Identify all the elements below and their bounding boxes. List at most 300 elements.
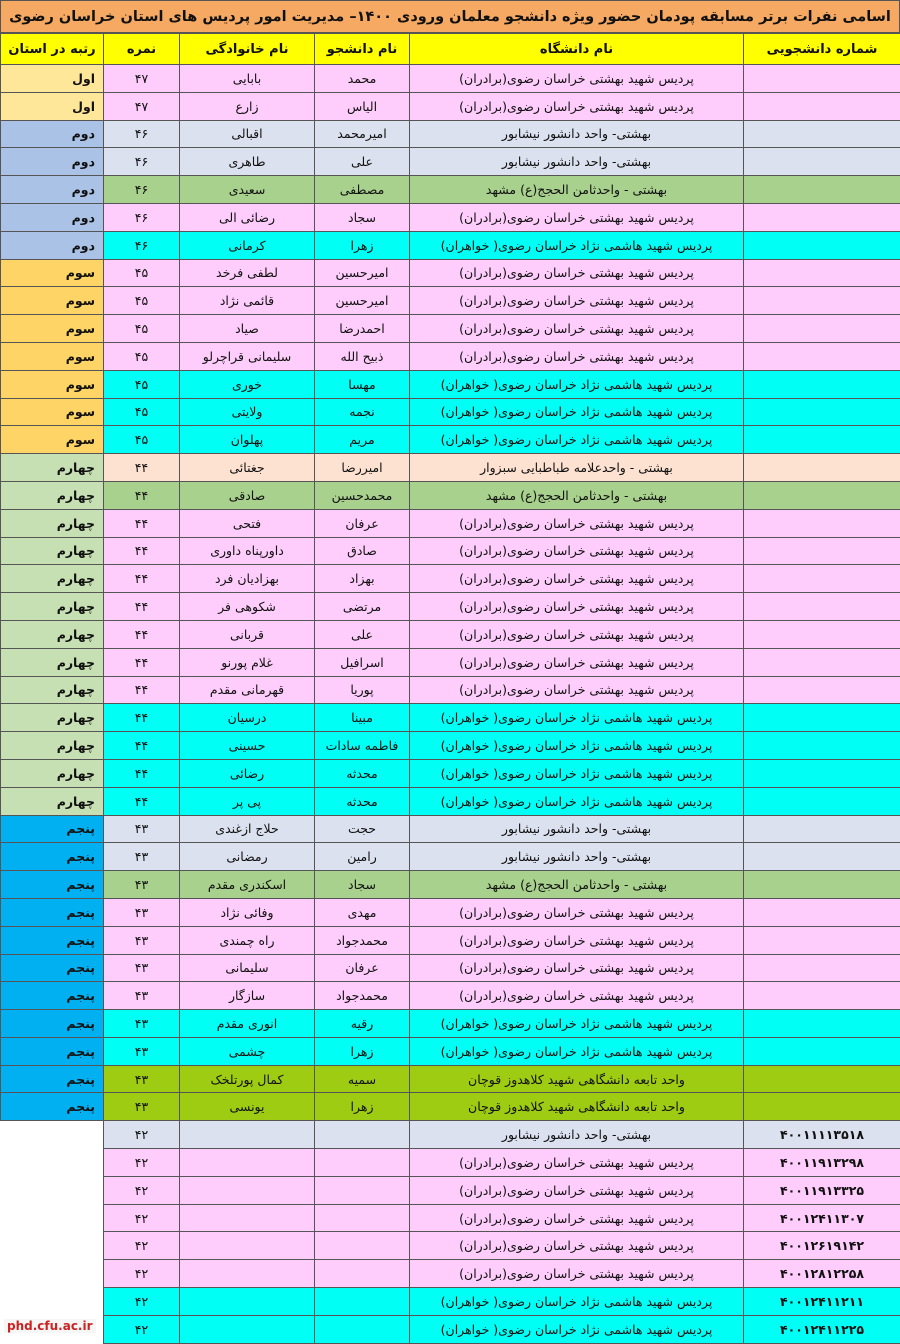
cell-student-id <box>744 537 900 565</box>
cell-student-id <box>744 287 900 315</box>
cell-score: ۴۵ <box>104 426 180 454</box>
cell-score: ۴۲ <box>104 1121 180 1149</box>
cell-university: بهشتی- واحد دانشور نیشابور <box>410 148 744 176</box>
cell-first-name: علی <box>315 148 410 176</box>
cell-university: پردیس شهید بهشتی خراسان رضوی(برادران) <box>410 509 744 537</box>
cell-rank: دوم <box>1 231 104 259</box>
cell-last-name: طاهری <box>180 148 315 176</box>
cell-last-name: خوری <box>180 370 315 398</box>
cell-university: پردیس شهید هاشمی نژاد خراسان رضوی( خواهران) <box>410 1010 744 1038</box>
cell-first-name <box>315 1260 410 1288</box>
cell-student-id <box>744 176 900 204</box>
cell-student-id <box>744 454 900 482</box>
results-table <box>0 33 900 1344</box>
header-score: نمره <box>104 34 180 65</box>
cell-rank <box>1 1176 104 1204</box>
cell-rank <box>1 1204 104 1232</box>
table-row <box>1 898 900 926</box>
cell-student-id <box>744 120 900 148</box>
cell-rank: پنجم <box>1 898 104 926</box>
table-row <box>1 871 900 899</box>
cell-first-name: مصطفی <box>315 176 410 204</box>
cell-first-name: امیررضا <box>315 454 410 482</box>
table-row <box>1 1176 900 1204</box>
cell-first-name: مهسا <box>315 370 410 398</box>
cell-last-name: اسکندری مقدم <box>180 871 315 899</box>
cell-first-name: مرتضی <box>315 593 410 621</box>
cell-student-id: ۴۰۰۱۲۴۱۱۲۱۱ <box>744 1288 900 1316</box>
cell-student-id <box>744 398 900 426</box>
cell-first-name: سجاد <box>315 203 410 231</box>
cell-university: پردیس شهید هاشمی نژاد خراسان رضوی( خواهران) <box>410 426 744 454</box>
cell-student-id <box>744 315 900 343</box>
header-last-name: نام خانوادگی <box>180 34 315 65</box>
cell-student-id <box>744 732 900 760</box>
table-row <box>1 1232 900 1260</box>
table-row <box>1 1149 900 1177</box>
header-university: نام دانشگاه <box>410 34 744 65</box>
table-row <box>1 926 900 954</box>
cell-last-name: قائمی نژاد <box>180 287 315 315</box>
cell-university: پردیس شهید هاشمی نژاد خراسان رضوی( خواهران) <box>410 759 744 787</box>
cell-rank: پنجم <box>1 1093 104 1121</box>
cell-student-id <box>744 203 900 231</box>
cell-first-name: حجت <box>315 815 410 843</box>
cell-university: پردیس شهید بهشتی خراسان رضوی(برادران) <box>410 92 744 120</box>
cell-university: پردیس شهید هاشمی نژاد خراسان رضوی( خواهران) <box>410 1037 744 1065</box>
table-row <box>1 148 900 176</box>
cell-score: ۴۵ <box>104 398 180 426</box>
cell-student-id <box>744 509 900 537</box>
cell-last-name <box>180 1204 315 1232</box>
cell-score: ۴۲ <box>104 1315 180 1343</box>
cell-score: ۴۴ <box>104 759 180 787</box>
cell-first-name: نجمه <box>315 398 410 426</box>
page-title: اسامی نفرات برتر مسابقه پودمان حضور ویژه دانشجو معلمان ورودی ۱۴۰۰– مدیریت امور پردیس های استان خراسان رضوی <box>0 0 900 33</box>
cell-last-name: سلیمانی <box>180 954 315 982</box>
cell-rank: سوم <box>1 426 104 454</box>
cell-rank: چهارم <box>1 537 104 565</box>
cell-score: ۴۵ <box>104 370 180 398</box>
cell-last-name <box>180 1260 315 1288</box>
cell-student-id: ۴۰۰۱۲۴۱۱۲۲۵ <box>744 1315 900 1343</box>
cell-last-name: ولایتی <box>180 398 315 426</box>
cell-university: بهشتی- واحد دانشور نیشابور <box>410 843 744 871</box>
cell-university: پردیس شهید بهشتی خراسان رضوی(برادران) <box>410 593 744 621</box>
cell-university: پردیس شهید هاشمی نژاد خراسان رضوی( خواهران) <box>410 231 744 259</box>
cell-first-name: محمدجواد <box>315 982 410 1010</box>
cell-rank: پنجم <box>1 1065 104 1093</box>
cell-student-id: ۴۰۰۱۲۸۱۲۲۵۸ <box>744 1260 900 1288</box>
cell-last-name: رمضانی <box>180 843 315 871</box>
table-header-row <box>1 34 900 65</box>
header-student-id: شماره دانشجویی <box>744 34 900 65</box>
cell-student-id <box>744 871 900 899</box>
cell-student-id <box>744 565 900 593</box>
cell-last-name: لطفی فرخد <box>180 259 315 287</box>
cell-score: ۴۳ <box>104 1010 180 1038</box>
table-row <box>1 759 900 787</box>
cell-student-id <box>744 954 900 982</box>
table-row <box>1 287 900 315</box>
table-row <box>1 398 900 426</box>
cell-last-name: چشمی <box>180 1037 315 1065</box>
cell-university: پردیس شهید هاشمی نژاد خراسان رضوی( خواهران) <box>410 1315 744 1343</box>
cell-rank: چهارم <box>1 565 104 593</box>
cell-rank: چهارم <box>1 676 104 704</box>
cell-student-id <box>744 231 900 259</box>
cell-student-id <box>744 342 900 370</box>
cell-last-name: وفائی نژاد <box>180 898 315 926</box>
header-rank: رتبه در استان <box>1 34 104 65</box>
cell-student-id <box>744 704 900 732</box>
cell-student-id <box>744 926 900 954</box>
table-row <box>1 426 900 454</box>
cell-score: ۴۵ <box>104 259 180 287</box>
cell-score: ۴۶ <box>104 203 180 231</box>
cell-score: ۴۴ <box>104 537 180 565</box>
cell-last-name: صیاد <box>180 315 315 343</box>
cell-score: ۴۳ <box>104 1093 180 1121</box>
cell-last-name: زارع <box>180 92 315 120</box>
cell-rank: چهارم <box>1 704 104 732</box>
cell-university: پردیس شهید بهشتی خراسان رضوی(برادران) <box>410 1176 744 1204</box>
table-row <box>1 704 900 732</box>
cell-first-name: محدثه <box>315 759 410 787</box>
site-watermark: phd.cfu.ac.ir <box>4 1319 96 1333</box>
cell-score: ۴۵ <box>104 342 180 370</box>
cell-university: پردیس شهید هاشمی نژاد خراسان رضوی( خواهران) <box>410 732 744 760</box>
cell-student-id <box>744 593 900 621</box>
table-row <box>1 1093 900 1121</box>
cell-student-id <box>744 898 900 926</box>
cell-last-name: قهرمانی مقدم <box>180 676 315 704</box>
cell-score: ۴۴ <box>104 704 180 732</box>
table-row <box>1 92 900 120</box>
cell-rank: پنجم <box>1 843 104 871</box>
cell-first-name: عرفان <box>315 954 410 982</box>
cell-last-name: کرمانی <box>180 231 315 259</box>
cell-first-name: مهدی <box>315 898 410 926</box>
cell-last-name: حلاج ازغندی <box>180 815 315 843</box>
cell-first-name: صادق <box>315 537 410 565</box>
cell-first-name: عرفان <box>315 509 410 537</box>
table-row <box>1 1288 900 1316</box>
cell-university: پردیس شهید بهشتی خراسان رضوی(برادران) <box>410 259 744 287</box>
cell-last-name: یونسی <box>180 1093 315 1121</box>
cell-rank: چهارم <box>1 454 104 482</box>
cell-last-name <box>180 1121 315 1149</box>
table-row <box>1 1065 900 1093</box>
cell-score: ۴۶ <box>104 148 180 176</box>
cell-last-name <box>180 1176 315 1204</box>
cell-first-name: محمدحسین <box>315 481 410 509</box>
cell-score: ۴۳ <box>104 1037 180 1065</box>
cell-university: بهشتی - واحدثامن الحجج(ع) مشهد <box>410 481 744 509</box>
cell-last-name: جغتائی <box>180 454 315 482</box>
table-row <box>1 203 900 231</box>
table-row <box>1 954 900 982</box>
cell-last-name: درسیان <box>180 704 315 732</box>
cell-rank: چهارم <box>1 481 104 509</box>
cell-student-id <box>744 1093 900 1121</box>
cell-rank: پنجم <box>1 926 104 954</box>
cell-university: پردیس شهید بهشتی خراسان رضوی(برادران) <box>410 620 744 648</box>
cell-university: پردیس شهید بهشتی خراسان رضوی(برادران) <box>410 676 744 704</box>
cell-student-id: ۴۰۰۱۱۹۱۳۲۹۸ <box>744 1149 900 1177</box>
cell-last-name: اقبالی <box>180 120 315 148</box>
cell-rank: چهارم <box>1 732 104 760</box>
cell-rank: چهارم <box>1 620 104 648</box>
cell-university: پردیس شهید بهشتی خراسان رضوی(برادران) <box>410 537 744 565</box>
cell-university: پردیس شهید بهشتی خراسان رضوی(برادران) <box>410 898 744 926</box>
cell-last-name: پی پر <box>180 787 315 815</box>
cell-first-name: زهرا <box>315 231 410 259</box>
cell-university: واحد تابعه دانشگاهی شهید کلاهدوز قوچان <box>410 1065 744 1093</box>
table-row <box>1 342 900 370</box>
cell-rank: اول <box>1 92 104 120</box>
table-row <box>1 1121 900 1149</box>
cell-university: پردیس شهید بهشتی خراسان رضوی(برادران) <box>410 342 744 370</box>
cell-first-name: امیرحسین <box>315 259 410 287</box>
cell-student-id <box>744 620 900 648</box>
cell-score: ۴۲ <box>104 1232 180 1260</box>
cell-first-name: سمیه <box>315 1065 410 1093</box>
cell-score: ۴۴ <box>104 565 180 593</box>
cell-first-name <box>315 1149 410 1177</box>
table-row <box>1 1010 900 1038</box>
cell-first-name: علی <box>315 620 410 648</box>
cell-first-name: مریم <box>315 426 410 454</box>
cell-university: پردیس شهید بهشتی خراسان رضوی(برادران) <box>410 954 744 982</box>
cell-rank: اول <box>1 65 104 93</box>
cell-last-name: داورپناه داوری <box>180 537 315 565</box>
cell-last-name: بهزادیان فرد <box>180 565 315 593</box>
cell-student-id <box>744 259 900 287</box>
cell-first-name: ذبیح الله <box>315 342 410 370</box>
header-first-name: نام دانشجو <box>315 34 410 65</box>
cell-university: پردیس شهید هاشمی نژاد خراسان رضوی( خواهران) <box>410 704 744 732</box>
table-row <box>1 1204 900 1232</box>
cell-first-name: رامین <box>315 843 410 871</box>
table-row <box>1 1315 900 1343</box>
table-row <box>1 1037 900 1065</box>
cell-rank <box>1 1260 104 1288</box>
cell-university: بهشتی- واحد دانشور نیشابور <box>410 1121 744 1149</box>
cell-university: پردیس شهید بهشتی خراسان رضوی(برادران) <box>410 287 744 315</box>
cell-student-id <box>744 676 900 704</box>
cell-rank <box>1 1288 104 1316</box>
cell-university: پردیس شهید بهشتی خراسان رضوی(برادران) <box>410 65 744 93</box>
cell-university: پردیس شهید هاشمی نژاد خراسان رضوی( خواهران) <box>410 398 744 426</box>
cell-rank: سوم <box>1 259 104 287</box>
cell-score: ۴۲ <box>104 1260 180 1288</box>
cell-score: ۴۳ <box>104 926 180 954</box>
cell-score: ۴۵ <box>104 315 180 343</box>
table-row <box>1 1260 900 1288</box>
cell-first-name <box>315 1232 410 1260</box>
cell-first-name <box>315 1204 410 1232</box>
cell-first-name <box>315 1315 410 1343</box>
cell-student-id <box>744 759 900 787</box>
cell-score: ۴۷ <box>104 65 180 93</box>
cell-student-id: ۴۰۰۱۲۴۱۱۳۰۷ <box>744 1204 900 1232</box>
table-row <box>1 315 900 343</box>
cell-student-id: ۴۰۰۱۱۱۱۳۵۱۸ <box>744 1121 900 1149</box>
cell-rank: پنجم <box>1 1010 104 1038</box>
cell-last-name <box>180 1232 315 1260</box>
cell-student-id <box>744 815 900 843</box>
cell-first-name: امیرمحمد <box>315 120 410 148</box>
cell-rank: دوم <box>1 176 104 204</box>
cell-rank: پنجم <box>1 954 104 982</box>
cell-rank <box>1 1149 104 1177</box>
cell-score: ۴۶ <box>104 120 180 148</box>
cell-rank: دوم <box>1 203 104 231</box>
table-row <box>1 454 900 482</box>
cell-last-name: پهلوان <box>180 426 315 454</box>
cell-first-name: زهرا <box>315 1037 410 1065</box>
table-row <box>1 176 900 204</box>
cell-rank: پنجم <box>1 871 104 899</box>
cell-student-id <box>744 843 900 871</box>
cell-score: ۴۴ <box>104 454 180 482</box>
cell-rank: دوم <box>1 120 104 148</box>
table-row <box>1 65 900 93</box>
table-row <box>1 620 900 648</box>
cell-university: پردیس شهید بهشتی خراسان رضوی(برادران) <box>410 1149 744 1177</box>
cell-university: پردیس شهید بهشتی خراسان رضوی(برادران) <box>410 926 744 954</box>
cell-last-name: حسینی <box>180 732 315 760</box>
cell-last-name: سلیمانی قراچرلو <box>180 342 315 370</box>
cell-university: پردیس شهید هاشمی نژاد خراسان رضوی( خواهران) <box>410 1288 744 1316</box>
cell-first-name <box>315 1121 410 1149</box>
cell-university: پردیس شهید بهشتی خراسان رضوی(برادران) <box>410 1260 744 1288</box>
cell-rank <box>1 1232 104 1260</box>
cell-student-id <box>744 1010 900 1038</box>
cell-score: ۴۳ <box>104 843 180 871</box>
cell-last-name: سازگار <box>180 982 315 1010</box>
cell-score: ۴۴ <box>104 620 180 648</box>
cell-score: ۴۴ <box>104 509 180 537</box>
cell-last-name: راه چمندی <box>180 926 315 954</box>
cell-student-id: ۴۰۰۱۱۹۱۳۳۲۵ <box>744 1176 900 1204</box>
table-row <box>1 732 900 760</box>
cell-first-name: احمدرضا <box>315 315 410 343</box>
cell-first-name: مبینا <box>315 704 410 732</box>
cell-first-name: اسرافیل <box>315 648 410 676</box>
cell-score: ۴۳ <box>104 898 180 926</box>
cell-last-name <box>180 1149 315 1177</box>
cell-rank: چهارم <box>1 759 104 787</box>
cell-score: ۴۵ <box>104 287 180 315</box>
cell-score: ۴۴ <box>104 648 180 676</box>
cell-university: بهشتی- واحد دانشور نیشابور <box>410 120 744 148</box>
cell-university: پردیس شهید بهشتی خراسان رضوی(برادران) <box>410 203 744 231</box>
cell-first-name <box>315 1176 410 1204</box>
cell-student-id <box>744 370 900 398</box>
table-row <box>1 648 900 676</box>
cell-student-id <box>744 92 900 120</box>
cell-student-id <box>744 982 900 1010</box>
cell-last-name: رضائی الی <box>180 203 315 231</box>
table-row <box>1 982 900 1010</box>
cell-university: پردیس شهید هاشمی نژاد خراسان رضوی( خواهران) <box>410 370 744 398</box>
cell-rank: پنجم <box>1 1037 104 1065</box>
cell-first-name: فاطمه سادات <box>315 732 410 760</box>
cell-score: ۴۳ <box>104 954 180 982</box>
cell-first-name: پوریا <box>315 676 410 704</box>
cell-university: بهشتی- واحد دانشور نیشابور <box>410 815 744 843</box>
cell-last-name: قربانی <box>180 620 315 648</box>
cell-last-name: فتحی <box>180 509 315 537</box>
table-row <box>1 787 900 815</box>
cell-university: بهشتی - واحدثامن الحجج(ع) مشهد <box>410 871 744 899</box>
cell-student-id <box>744 426 900 454</box>
table-row <box>1 481 900 509</box>
cell-score: ۴۳ <box>104 815 180 843</box>
cell-student-id <box>744 648 900 676</box>
cell-rank: چهارم <box>1 593 104 621</box>
cell-rank: سوم <box>1 287 104 315</box>
cell-university: پردیس شهید بهشتی خراسان رضوی(برادران) <box>410 982 744 1010</box>
table-row <box>1 120 900 148</box>
cell-rank: سوم <box>1 370 104 398</box>
cell-score: ۴۳ <box>104 1065 180 1093</box>
cell-last-name <box>180 1315 315 1343</box>
cell-last-name: رضائی <box>180 759 315 787</box>
table-row <box>1 565 900 593</box>
cell-student-id <box>744 787 900 815</box>
cell-student-id <box>744 481 900 509</box>
cell-rank: دوم <box>1 148 104 176</box>
table-body <box>1 65 900 1344</box>
table-row <box>1 815 900 843</box>
cell-rank: پنجم <box>1 815 104 843</box>
cell-student-id <box>744 65 900 93</box>
cell-rank: چهارم <box>1 648 104 676</box>
cell-rank: سوم <box>1 315 104 343</box>
cell-score: ۴۷ <box>104 92 180 120</box>
cell-first-name: امیرحسین <box>315 287 410 315</box>
table-row <box>1 676 900 704</box>
cell-university: بهشتی - واحدثامن الحجج(ع) مشهد <box>410 176 744 204</box>
cell-university: پردیس شهید بهشتی خراسان رضوی(برادران) <box>410 315 744 343</box>
cell-first-name: سجاد <box>315 871 410 899</box>
cell-last-name: صادقی <box>180 481 315 509</box>
cell-score: ۴۴ <box>104 676 180 704</box>
cell-score: ۴۲ <box>104 1204 180 1232</box>
table-row <box>1 509 900 537</box>
cell-university: پردیس شهید بهشتی خراسان رضوی(برادران) <box>410 565 744 593</box>
cell-last-name <box>180 1288 315 1316</box>
cell-university: پردیس شهید بهشتی خراسان رضوی(برادران) <box>410 1232 744 1260</box>
cell-first-name: زهرا <box>315 1093 410 1121</box>
cell-university: پردیس شهید بهشتی خراسان رضوی(برادران) <box>410 648 744 676</box>
cell-first-name: الیاس <box>315 92 410 120</box>
cell-score: ۴۲ <box>104 1288 180 1316</box>
cell-university: واحد تابعه دانشگاهی شهید کلاهدوز قوچان <box>410 1093 744 1121</box>
cell-rank <box>1 1121 104 1149</box>
cell-student-id <box>744 1037 900 1065</box>
cell-score: ۴۴ <box>104 787 180 815</box>
cell-score: ۴۶ <box>104 176 180 204</box>
cell-first-name: بهزاد <box>315 565 410 593</box>
cell-score: ۴۴ <box>104 593 180 621</box>
table-row <box>1 231 900 259</box>
cell-score: ۴۲ <box>104 1176 180 1204</box>
cell-last-name: کمال پورتلخک <box>180 1065 315 1093</box>
